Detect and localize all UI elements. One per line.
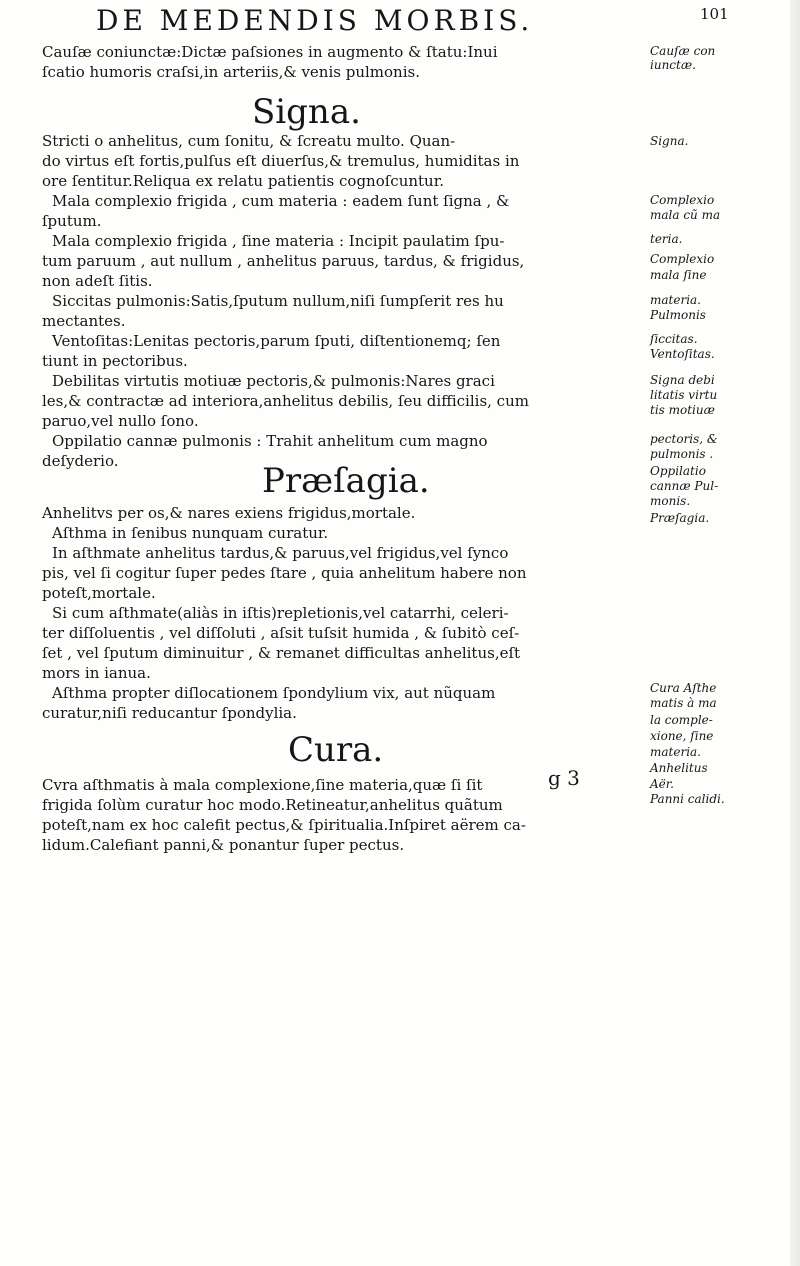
body-line-6: Mala complexio frigida , cum materia : eadem ſunt ſigna , & <box>52 192 510 210</box>
margin-note-la-comple: la comple- <box>650 713 713 727</box>
heading-signa: Signa. <box>252 92 361 132</box>
body-line-20: Anhelitvs per os,& nares exiens frigidus,mortale. <box>42 504 416 522</box>
page-number: 101 <box>700 5 729 23</box>
body-line-25: Si cum aſthmate(aliàs in iſtis)repletionis,vel catarrhi, celeri- <box>52 604 509 622</box>
margin-note-materia-2: materia. <box>650 745 701 759</box>
body-line-14: tiunt in pectoribus. <box>42 352 188 370</box>
heading-cura: Cura. <box>288 730 384 770</box>
margin-note-matis-a-ma: matis à ma <box>650 696 717 710</box>
margin-note-mala-sine: mala ſine <box>650 268 707 282</box>
margin-note-panni-calidi: Panni calidi. <box>650 792 725 806</box>
margin-note-iunctae: iunctæ. <box>650 58 696 72</box>
body-line-27: ſet , vel ſputum diminuitur , & remanet difficultas anhelitus,eſt <box>42 644 521 662</box>
margin-note-ventositas: Ventoſitas. <box>650 347 715 361</box>
body-line-16: les,& contractæ ad interiora,anhelitus debilis, ſeu difficilis, cum <box>42 392 529 410</box>
body-line-33: poteſt,nam ex hoc calefit pectus,& ſpiritualia.Inſpiret aërem ca- <box>42 816 526 834</box>
body-line-32: frigida ſolùm curatur hoc modo.Retineatur,anhelitus quãtum <box>42 796 503 814</box>
body-line-18: Oppilatio cannæ pulmonis : Trahit anhelitum cum magno <box>52 432 488 450</box>
body-line-19: deſyderio. <box>42 452 119 470</box>
margin-note-pulmonis: Pulmonis <box>650 308 706 322</box>
margin-note-pectoris: pectoris, & <box>650 432 718 446</box>
body-line-4: do virtus eſt fortis,pulſus eſt diuerſus,& tremulus, humiditas in <box>42 152 520 170</box>
margin-note-cura-asthe: Cura Aſthe <box>650 681 717 695</box>
margin-note-praesagia: Præſagia. <box>650 511 710 525</box>
margin-note-cannae-pul: cannæ Pul- <box>650 479 719 493</box>
body-line-21: Aſthma in ſenibus nunquam curatur. <box>52 524 329 542</box>
margin-note-signa-debi: Signa debi <box>650 373 715 387</box>
body-line-10: non adeſt ſitis. <box>42 272 153 290</box>
body-line-7: ſputum. <box>42 212 102 230</box>
margin-note-litatis-virtu: litatis virtu <box>650 388 718 402</box>
body-line-34: lidum.Calefiant panni,& ponantur ſuper pectus. <box>42 836 405 854</box>
margin-note-pulmonis-2: pulmonis . <box>650 447 714 461</box>
body-line-28: mors in ianua. <box>42 664 151 682</box>
margin-note-monis: monis. <box>650 494 691 508</box>
margin-note-xione-sine: xione, ſine <box>650 729 714 743</box>
body-line-9: tum paruum , aut nullum , anhelitus paruus, tardus, & frigidus, <box>42 252 525 270</box>
margin-note-tis-motivae: tis motiuæ <box>650 403 715 417</box>
margin-note-siccitas: ſiccitas. <box>650 332 698 346</box>
body-line-17: paruo,vel nullo ſono. <box>42 412 199 430</box>
margin-note-complexio-2: Complexio <box>650 252 715 266</box>
margin-note-oppilatio: Oppilatio <box>650 464 706 478</box>
margin-note-mala-cum-ma: mala cũ ma <box>650 208 721 222</box>
body-line-31: Cvra aſthmatis à mala complexione,ſine materia,quæ ſi ſit <box>42 776 483 794</box>
paper-edge <box>790 0 800 1266</box>
body-line-30: curatur,niſi reducantur ſpondylia. <box>42 704 297 722</box>
body-line-24: poteſt,mortale. <box>42 584 156 602</box>
running-head: DE MEDENDIS MORBIS. <box>96 4 534 37</box>
body-line-12: mectantes. <box>42 312 126 330</box>
margin-note-signa: Signa. <box>650 134 689 148</box>
margin-note-complexio-1: Complexio <box>650 193 715 207</box>
body-line-23: pis, vel ſi cogitur ſuper pedes ſtare , quia anhelitum habere non <box>42 564 527 582</box>
body-line-2: ſcatio humoris craſsi,in arteriis,& venis pulmonis. <box>42 63 420 81</box>
body-line-8: Mala complexio frigida , ſine materia : Incipit paulatim ſpu- <box>52 232 505 250</box>
body-line-1: Cauſæ coniunctæ:Dictæ paſsiones in augmento & ſtatu:Inui <box>42 43 498 61</box>
body-line-13: Ventoſitas:Lenitas pectoris,parum ſputi, diſtentionemq; ſen <box>52 332 501 350</box>
body-line-11: Siccitas pulmonis:Satis,ſputum nullum,niſi ſumpſerit res hu <box>52 292 504 310</box>
heading-praesagia: Præſagia. <box>262 461 430 501</box>
body-line-26: ter diſſoluentis , vel diſſoluti , aſsit tuſsit humida , & ſubitò ceſ- <box>42 624 520 642</box>
margin-note-materia-1: materia. <box>650 293 701 307</box>
margin-note-anhelitus: Anhelitus <box>650 761 708 775</box>
body-line-29: Aſthma propter diſlocationem ſpondylium vix, aut nũquam <box>52 684 496 702</box>
body-line-5: ore ſentitur.Reliqua ex relatu patientis cognoſcuntur. <box>42 172 445 190</box>
body-line-15: Debilitas virtutis motiuæ pectoris,& pulmonis:Nares graci <box>52 372 495 390</box>
body-line-3: Stricti o anhelitus, cum ſonitu, & ſcreatu multo. Quan- <box>42 132 456 150</box>
margin-note-causae-con: Cauſæ con <box>650 44 716 58</box>
margin-note-aer: Aër. <box>650 777 674 791</box>
body-line-22: In aſthmate anhelitus tardus,& paruus,vel frigidus,vel ſynco <box>52 544 509 562</box>
signature-mark: g 3 <box>548 766 580 790</box>
margin-note-teria: teria. <box>650 232 683 246</box>
